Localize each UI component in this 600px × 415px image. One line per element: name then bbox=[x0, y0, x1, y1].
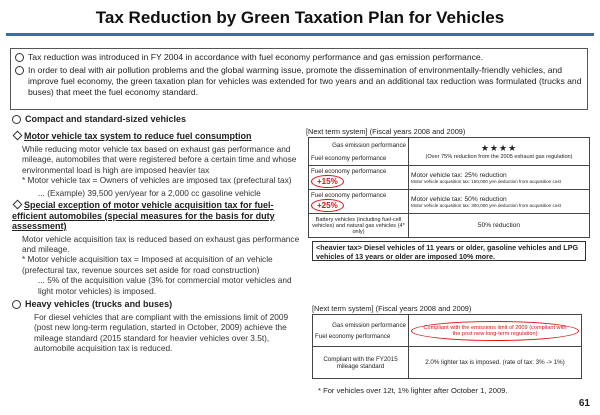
table1-row3-label: Battery vehicles (including fuel-cell vehicles) and natural gas vehicles (4* only) bbox=[309, 214, 409, 238]
emission-ring: Compliant with the emissions limit of 2009 (compliant with the post new long-term regulation) bbox=[411, 321, 579, 341]
stars-note: (Over 75% reduction from the 2005 exhaust gas regulation) bbox=[425, 154, 573, 160]
table1-row2-result: Motor vehicle tax: 50% reduction Motor vehicle acquisition tax: 300,000 yen deduction from acquisition cost bbox=[409, 190, 590, 214]
table1-header-top: Gas emission performance bbox=[332, 141, 406, 149]
acquisition-text: Motor vehicle acquisition tax is reduced based on exhaust gas performance and mileage. bbox=[22, 233, 300, 254]
table1-header-cell bbox=[309, 138, 409, 166]
table1-row1-label: Fuel economy performance +15% bbox=[309, 166, 409, 190]
intro-item bbox=[15, 52, 583, 63]
table1-caption: [Next term system] (Fiscal years 2008 and 2009) bbox=[306, 127, 466, 136]
intro-item bbox=[15, 65, 583, 98]
motor-tax-note: * Motor vehicle tax = Owners of vehicles are imposed tax (prefectural tax) bbox=[22, 175, 292, 186]
circle-bullet-icon bbox=[12, 115, 21, 124]
heavy-tax-table bbox=[312, 314, 582, 379]
compact-heading: Compact and standard-sized vehicles bbox=[12, 114, 304, 124]
circle-bullet-icon bbox=[15, 53, 24, 62]
circle-bullet-icon bbox=[15, 66, 24, 75]
table2-header-cell bbox=[313, 315, 409, 347]
table2-header-top: Gas emission performance bbox=[332, 321, 406, 329]
diamond-bullet-icon bbox=[13, 131, 23, 141]
fuel-ring-25: +25% bbox=[311, 199, 344, 212]
acquisition-detail: ... 5% of the acquisition value (3% for commercial motor vehicles and light motor vehicles) is imposed. bbox=[38, 275, 292, 296]
motor-tax-example: ... (Example) 39,500 yen/year for a 2,000 cc gasoline vehicle bbox=[38, 187, 261, 198]
acquisition-heading: Special exception of motor vehicle acquisition tax for fuel-efficient automobiles (special measures for the basis for duty assessment) bbox=[12, 200, 275, 232]
table2-header-left: Fuel economy performance bbox=[315, 332, 391, 340]
circle-bullet-icon bbox=[12, 300, 21, 309]
green-tax-table bbox=[308, 137, 590, 238]
table1-row2-label: Fuel economy performance +25% bbox=[309, 190, 409, 214]
diamond-bullet-icon bbox=[13, 200, 23, 210]
acquisition-block bbox=[12, 200, 304, 296]
table2-caption: [Next term system] (Fiscal years 2008 and 2009) bbox=[312, 304, 472, 313]
heavy-heading: Heavy vehicles (trucks and buses) bbox=[12, 299, 304, 309]
heavier-tax-box: <heavier tax> Diesel vehicles of 11 years or older, gasoline vehicles and LPG vehicles of 13 years or older are imposed 10% more. bbox=[312, 241, 586, 261]
intro-text-1: Tax reduction was introduced in FY 2004 in accordance with fuel economy performance and gas emission performance. bbox=[28, 52, 484, 62]
heavy-text: For diesel vehicles that are compliant with the emissions limit of 2009 (post new long-term regulation, started in October, 2009) achieve the mileage standard (2015 standard for heavier vehicles over 3.5t), automobile acquisition tax is reduced. bbox=[34, 311, 289, 354]
intro-text-2: In order to deal with air pollution problems and the global warming issue, promote the dissemination of environmentally-friendly vehicles, and improve fuel economy, the green taxation plan for vehicles was extended for two years and an additional tax reduction was formulated (trucks and buses) that meet the fuel economy standard. bbox=[28, 65, 582, 97]
intro-box bbox=[10, 48, 588, 110]
table2-footnote: * For vehicles over 12t, 1% lighter after October 1, 2009. bbox=[318, 386, 508, 395]
table2-row-result: 2.0% lighter tax is imposed. (rate of tax: 3% -> 1%) bbox=[409, 347, 582, 379]
table1-header-left: Fuel economy performance bbox=[311, 154, 387, 162]
page-title: Tax Reduction by Green Taxation Plan for Vehicles bbox=[95, 8, 505, 27]
table1-stars-cell bbox=[409, 138, 590, 166]
acquisition-note: * Motor vehicle acquisition tax = Imposed at acquisition of an vehicle (prefectural tax, revenue sources set aside for road construction) bbox=[22, 254, 273, 275]
compact-section bbox=[12, 114, 304, 354]
table1-row1-result: Motor vehicle tax: 25% reduction Motor vehicle acquisition tax: 150,000 yen deduction from acquisition cost bbox=[409, 166, 590, 190]
title-divider bbox=[6, 33, 594, 36]
motor-tax-block bbox=[12, 131, 304, 198]
motor-tax-text: While reducing motor vehicle tax based on exhaust gas performance and mileage, automobiles that were registered before a certain time and whose environmental load is high are imposed heavier tax bbox=[22, 144, 297, 175]
motor-tax-heading: Motor vehicle tax system to reduce fuel consumption bbox=[12, 131, 304, 141]
page-number: 61 bbox=[578, 398, 590, 409]
table2-row-label: Compliant with the FY2015 mileage standard bbox=[313, 347, 409, 379]
fuel-ring-15: +15% bbox=[311, 175, 344, 188]
table2-emission-cell bbox=[409, 315, 582, 347]
table1-row3-result: 50% reduction bbox=[409, 214, 590, 238]
star-rating-icon: ★★★★ bbox=[480, 143, 518, 153]
